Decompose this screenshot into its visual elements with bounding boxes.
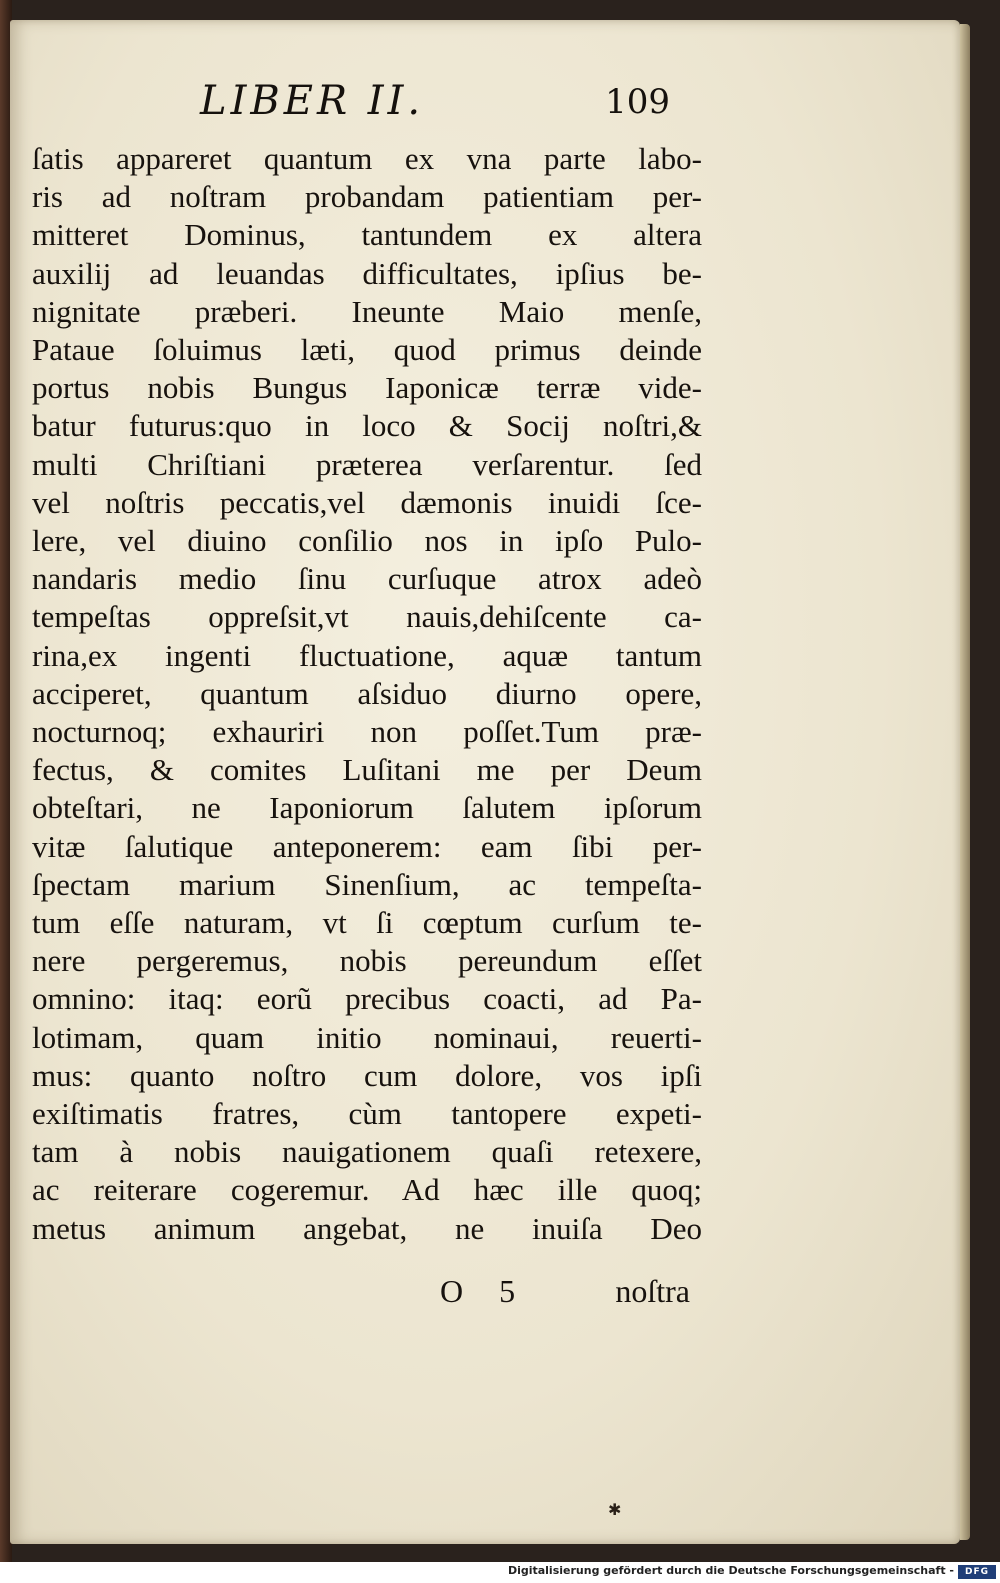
text-line: nocturnoq; exhauriri non poſſet.Tum præ- [32,714,702,750]
digitization-credit [0,1562,1000,1583]
running-head: LIBER II. [200,78,425,124]
ink-mark: ✱ [608,1500,622,1519]
text-line: auxilij ad leuandas difficultates, ipſius be- [32,255,702,291]
text-line: tam à nobis nauigationem quaſi retexere, [32,1134,702,1170]
signature-mark: O 5 [440,1273,530,1309]
text-line: exiſtimatis fratres, cùm tantopere expeti- [32,1096,702,1132]
catchword: noſtra [615,1273,690,1309]
page-edge [960,24,970,1540]
text-line: lere, vel diuino conſilio nos in ipſo Pulo- [32,523,702,559]
text-line: nignitate præberi. Ineunte Maio menſe, [32,293,702,329]
text-line: nere pergeremus, nobis pereundum eſſet [32,943,702,979]
text-line: mitteret Dominus, tantundem ex altera [32,217,702,253]
text-line: Pataue ſoluimus læti, quod primus deinde [32,332,702,368]
text-line: lotimam, quam initio nominaui, reuerti- [32,1019,702,1055]
text-line: tempeſtas oppreſsit,vt nauis,dehiſcente ca- [32,599,702,635]
text-line: batur futurus:quo in loco & Socij noſtri,& [32,408,702,444]
text-line: rina,ex ingenti fluctuatione, aquæ tantum [32,637,702,673]
text-line: multi Chriſtiani præterea verſarentur. ſed [32,446,702,482]
text-line: portus nobis Bungus Iaponicæ terræ vide- [32,370,702,406]
text-line: ſpectam marium Sinenſium, ac tempeſta- [32,866,702,902]
text-line: ſatis appareret quantum ex vna parte labo- [32,141,702,176]
text-line: ac reiterare cogeremur. Ad hæc ille quoq; [32,1172,702,1208]
text-line: vel noſtris peccatis,vel dæmonis inuidi ſce- [32,484,702,520]
text-line: omnino: itaq: eorũ precibus coacti, ad Pa- [32,981,702,1017]
text-line: fectus, & comites Luſitani me per Deum [32,752,702,788]
body-text [32,140,702,1248]
credit-text: Digitalisierung gefördert durch die Deutsche Forschungsgemeinschaft - [507,1564,954,1577]
page-header [200,78,670,132]
text-line: tum eſſe naturam, vt ſi cœptum curſum te- [32,905,702,941]
text-line: acciperet, quantum aſsiduo diurno opere, [32,675,702,711]
text-line: nandaris medio ſinu curſuque atrox adeò [32,561,702,597]
text-line: mus: quanto noſtro cum dolore, vos ipſi [32,1057,702,1093]
text-line: metus animum angebat, ne inuiſa Deo [32,1210,702,1246]
page-footer [440,1273,690,1317]
page-number: 109 [605,82,670,122]
text-line: ris ad noſtram probandam patientiam per- [32,179,702,215]
dfg-logo: DFG [958,1565,996,1579]
text-line: vitæ ſalutique anteponerem: eam ſibi per- [32,828,702,864]
text-line: obteſtari, ne Iaponiorum ſalutem ipſorum [32,790,702,826]
